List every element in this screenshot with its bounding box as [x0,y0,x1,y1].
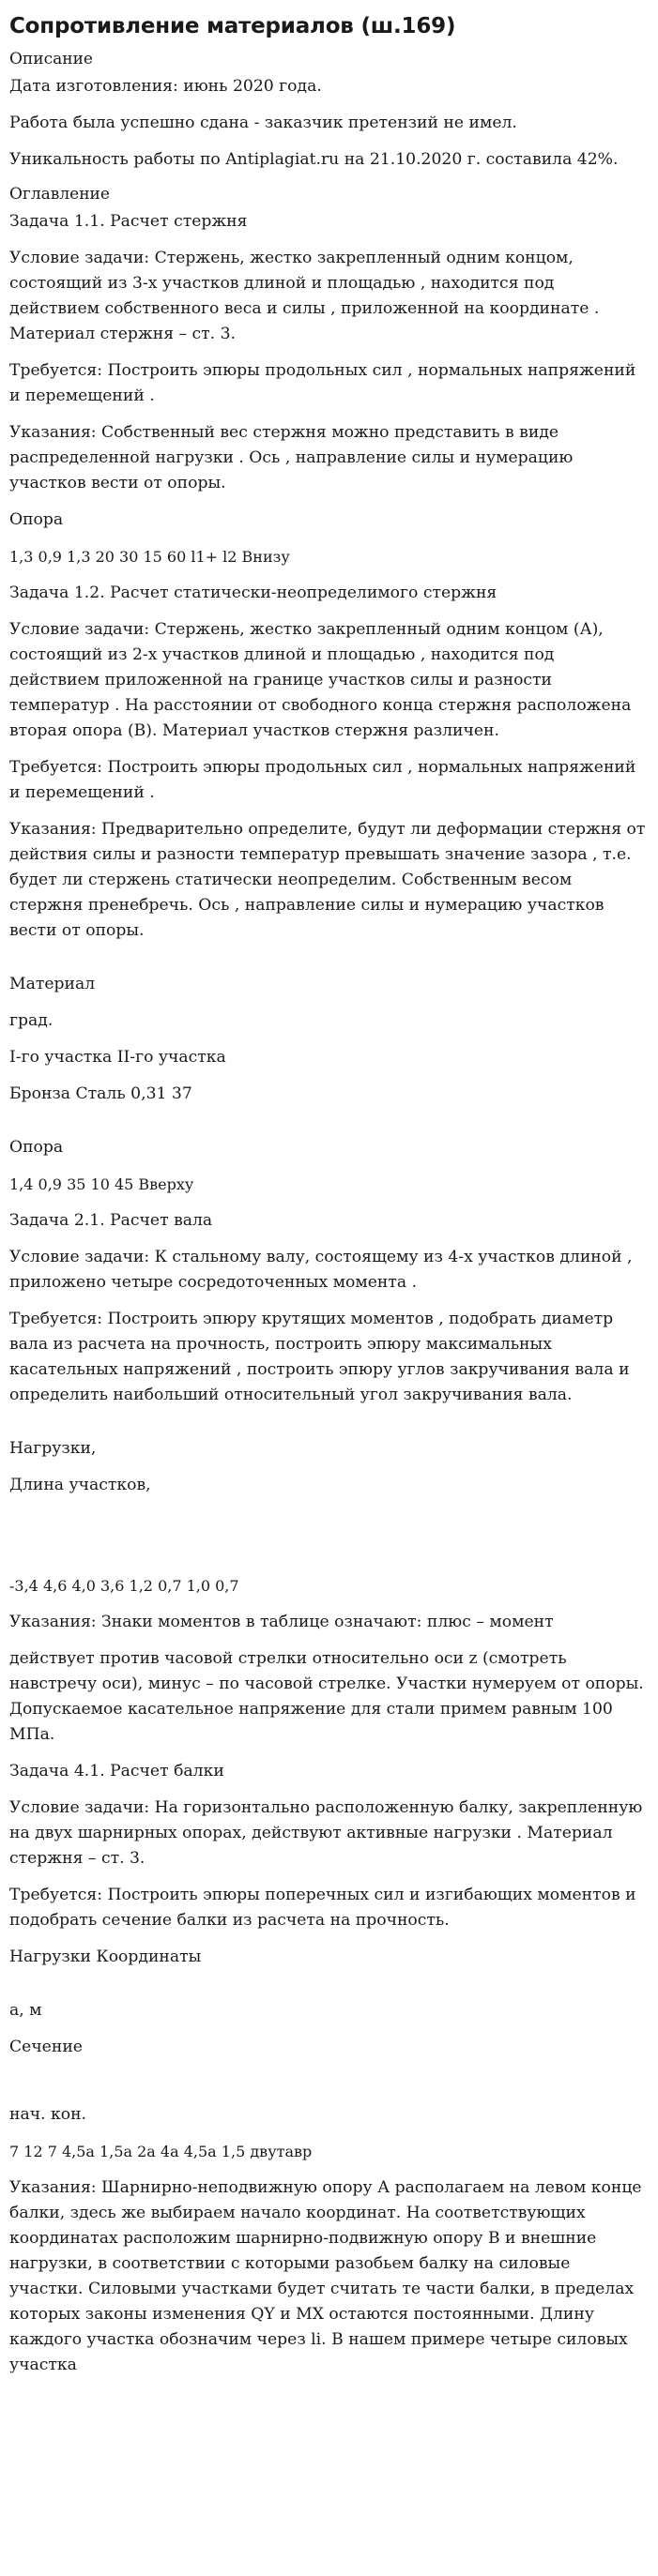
task-4-1-am-label: а, м [9,2001,42,2020]
task-1-2-instructions: Указания: Предварительно определите, будут ли деформации стержня от действия силы и разности температур превышать значение зазора , т.е. будет ли стержень статически неопределим. Собственным весом стержня пренебречь. Ось , направление силы и нумерацию участков вести от опоры. [9,820,646,940]
uniqueness-info: Уникальность работы по Antiplagiat.ru на 21.10.2020 г. составила 42%. [9,150,619,169]
task-1-2-support-values: 1,4 0,9 35 10 45 Вверху [9,1175,194,1193]
task-2-1-instructions-line-1: Указания: Знаки моментов в таблице означают: плюс – момент [9,1613,554,1631]
task-1-1-support-label: Опора [9,510,64,529]
task-2-1-section [9,1208,649,1748]
task-1-2-condition: Условие задачи: Стержень, жестко закрепленный одним концом (А), состоящий из 2-х участков длиной и площадью , находится под действием приложенной на границе участков силы и разности температур . На расстоянии от свободного конца стержня расположена вторая опора (В). Материал участков стержня различен. [9,620,632,740]
task-1-2-title: Задача 1.2. Расчет статически-неопределимого стержня [9,583,497,602]
task-4-1-loads-coords-label: Нагрузки Координаты [9,1947,202,1966]
task-1-2-section [9,581,649,1197]
task-1-2-material-label: Материал [9,975,96,993]
task-4-1-section-label: Сечение [9,2038,83,2056]
description-section [9,49,649,173]
task-2-1-required: Требуется: Построить эпюру крутящих моментов , подобрать диаметр вала из расчета на прочность, построить эпюру максимальных касательных напряжений , построить эпюру углов закручивания вала и определить наибольший относительный угол закручивания вала. [9,1310,630,1404]
task-1-1-values: 1,3 0,9 1,3 20 30 15 60 l1+ l2 Внизу [9,548,290,566]
task-1-2-sections-label: I-го участка II-го участка [9,1048,226,1067]
task-4-1-title: Задача 4.1. Расчет балки [9,1762,224,1780]
task-4-1-values: 7 12 7 4,5а 1,5а 2а 4а 4,5а 1,5 двутавр [9,2143,313,2160]
task-1-1-title: Задача 1.1. Расчет стержня [9,212,248,231]
page-title: Сопротивление материалов (ш.169) [9,14,456,38]
task-1-2-grad-label: град. [9,1011,54,1030]
toc-heading: Оглавление [9,185,110,204]
task-4-1-instructions: Указания: Шарнирно-неподвижную опору А располагаем на левом конце балки, здесь же выбираем начало координат. На соответствующих координатах расположим шарнирно-подвижную опору В и внешние нагрузки, в соответствии с которыми разобьем балку на силовые участки. Силовыми участками будет считать те части балки, в пределах которых законы изменения QY и MX остаются постоянными. Длину каждого участка обозначим через li. В нашем примере четыре силовых участка [9,2178,642,2374]
task-2-1-lengths-label: Длина участков, [9,1476,151,1494]
task-2-1-loads-label: Нагрузки, [9,1439,97,1458]
task-1-1-required: Требуется: Построить эпюры продольных сил , нормальных напряжений и перемещений . [9,361,636,405]
task-2-1-condition: Условие задачи: К стальному валу, состоящему из 4-х участков длиной , приложено четыре сосредоточенных момента . [9,1248,633,1292]
task-2-1-values: -3,4 4,6 4,0 3,6 1,2 0,7 1,0 0,7 [9,1577,239,1595]
production-date: Дата изготовления: июнь 2020 года. [9,77,322,96]
task-4-1-required: Требуется: Построить эпюры поперечных сил и изгибающих моментов и подобрать сечение балки из расчета на прочность. [9,1886,636,1930]
task-2-1-title: Задача 2.1. Расчет вала [9,1211,213,1230]
task-1-1-instructions: Указания: Собственный вес стержня можно представить в виде распределенной нагрузки . Ось , направление силы и нумерацию участков вести от опоры. [9,423,574,492]
task-4-1-condition: Условие задачи: На горизонтально расположенную балку, закрепленную на двух шарнирных опорах, действуют активные нагрузки . Материал стержня – ст. 3. [9,1798,643,1868]
task-2-1-instructions-line-2: действует против часовой стрелки относительно оси z (смотреть навстречу оси), минус – по часовой стрелке. Участки нумеруем от опоры. Допускаемое касательное напряжение для стали примем равным 100 МПа. [9,1649,644,1744]
submission-status: Работа была успешно сдана - заказчик претензий не имел. [9,114,517,132]
task-1-2-support-label: Опора [9,1138,64,1157]
task-4-1-start-end-label: нач. кон. [9,2105,87,2124]
task-1-2-material-values: Бронза Сталь 0,31 37 [9,1084,192,1103]
description-heading: Описание [9,50,93,68]
task-1-2-required: Требуется: Построить эпюры продольных сил , нормальных напряжений и перемещений . [9,758,636,802]
task-1-1-condition: Условие задачи: Стержень, жестко закрепленный одним концом, состоящий из 3-х участков длиной и площадью , находится под действием собственного веса и силы , приложенной на координате . Материал стержня – ст. 3. [9,249,600,343]
task-4-1-section [9,1759,649,2378]
task-1-1-section [9,209,649,569]
